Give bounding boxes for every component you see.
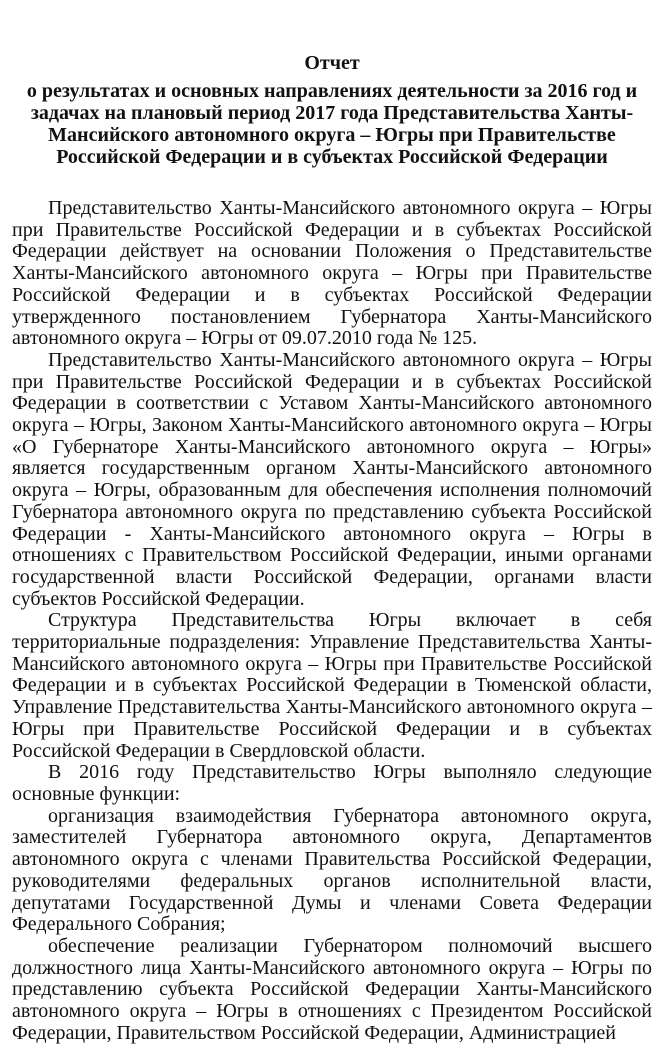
title-line: о результатах и основных направлениях деятельности за 2016 год и (26, 80, 638, 102)
paragraph-functions-intro: В 2016 году Представительство Югры выполняло следующие основные функции: (12, 761, 652, 805)
paragraph-legal-basis: Представительство Ханты-Мансийского автономного округа – Югры при Правительстве Российской Федерации и в субъектах Российской Федерации действует на основании Положения о Представительстве Ханты-Мансийского автономного округа – Югры при Правительстве Российской Федерации и в субъектах Российской Федерации утвержденного постановлением Губернатора Ханты-Мансийского автономного округа – Югры от 09.07.2010 года № 125. (12, 197, 652, 350)
report-body (12, 198, 652, 1044)
paragraph-function-item: обеспечение реализации Губернатором полномочий высшего должностного лица Ханты-Мансийского автономного округа – Югры по представлению субъекта Российской Федерации Ханты-Мансийского автономного округа – Югры в отношениях с Президентом Российской Федерации, Правительством Российской Федерации, Администрацией (12, 934, 652, 1044)
title-line: Отчет (304, 52, 360, 74)
paragraph-function-item: организация взаимодействия Губернатора автономного округа, заместителей Губернатора автономного округа, Департаментов автономного округа с членами Правительства Российской Федерации, руководителями федеральных органов исполнительной власти, депутатами Государственной Думы и членами Совета Федерации Федерального Собрания; (12, 804, 652, 936)
report-title (12, 52, 652, 168)
paragraph-status: Представительство Ханты-Мансийского автономного округа – Югры при Правительстве Российской Федерации и в субъектах Российской Федерации в соответствии с Уставом Ханты-Мансийского автономного округа – Югры, Законом Ханты-Мансийского автономного округа – Югры «О Губернаторе Ханты-Мансийского автономного округа – Югры» является государственным органом Ханты-Мансийского автономного округа – Югры, образованным для обеспечения исполнения полномочий Губернатора автономного округа по представлению субъекта Российской Федерации - Ханты-Мансийского автономного округа – Югры в отношениях с Правительством Российской Федерации, иными органами государственной власти Российской Федерации, органами власти субъектов Российской Федерации. (12, 348, 652, 610)
title-line: Российской Федерации и в субъектах Российской Федерации (56, 146, 608, 168)
paragraph-structure: Структура Представительства Югры включает в себя территориальные подразделения: Управление Представительства Ханты-Мансийского автономного округа – Югры при Правительстве Российской Федерации и в субъектах Российской Федерации в Тюменской области, Управление Представительства Ханты-Мансийского автономного округа – Югры при Правительстве Российской Федерации и в субъектах Российской Федерации в Свердловской области. (12, 609, 652, 762)
title-line: Мансийского автономного округа – Югры при Правительстве (48, 124, 616, 146)
title-line: задачах на плановый период 2017 года Представительства Ханты- (30, 102, 634, 124)
